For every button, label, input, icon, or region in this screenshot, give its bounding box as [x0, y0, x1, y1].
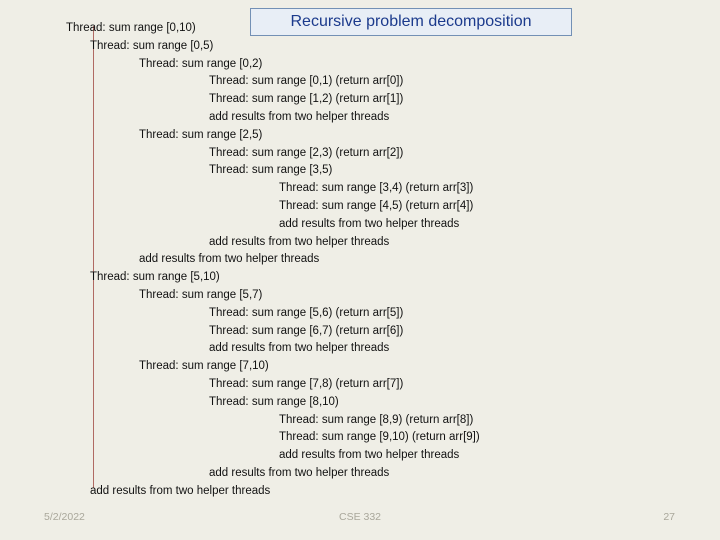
- list-item: Thread: sum range [7,10): [139, 360, 269, 373]
- footer-date: 5/2/2022: [44, 511, 85, 523]
- list-item: Thread: sum range [8,9) (return arr[8]): [279, 413, 474, 426]
- list-item: Thread: sum range [8,10): [209, 395, 339, 408]
- list-item: add results from two helper threads: [279, 449, 460, 462]
- footer-page-number: 27: [663, 511, 675, 523]
- list-item: Thread: sum range [6,7) (return arr[6]): [209, 324, 404, 337]
- footer-course: CSE 332: [338, 511, 382, 523]
- list-item: add results from two helper threads: [139, 253, 320, 266]
- page-title: Recursive problem decomposition: [290, 13, 532, 30]
- list-item: Thread: sum range [0,10): [66, 22, 196, 34]
- list-item: Thread: sum range [0,2): [139, 57, 263, 70]
- list-item: Thread: sum range [5,7): [139, 288, 263, 301]
- list-item: Thread: sum range [9,10) (return arr[9]): [279, 431, 480, 444]
- list-item: Thread: sum range [4,5) (return arr[4]): [279, 199, 474, 212]
- list-item: add results from two helper threads: [209, 110, 390, 123]
- list-item: Thread: sum range [2,5): [139, 128, 263, 141]
- recursion-tree-list: [0, 20, 720, 501]
- list-item: Thread: sum range [5,10): [90, 271, 220, 284]
- list-item: Thread: sum range [1,2) (return arr[1]): [209, 93, 404, 106]
- list-item: Thread: sum range [5,6) (return arr[5]): [209, 306, 404, 319]
- list-item: add results from two helper threads: [279, 217, 460, 230]
- list-item: Thread: sum range [0,1) (return arr[0]): [209, 75, 404, 88]
- list-item: add results from two helper threads: [209, 466, 390, 479]
- list-item: Thread: sum range [3,5): [209, 164, 333, 177]
- list-item: add results from two helper threads: [209, 342, 390, 355]
- list-item: add results from two helper threads: [209, 235, 390, 248]
- list-item: Thread: sum range [2,3) (return arr[2]): [209, 146, 404, 159]
- list-item: Thread: sum range [3,4) (return arr[3]): [279, 182, 474, 195]
- list-item: add results from two helper threads: [90, 484, 271, 497]
- list-item: Thread: sum range [0,5): [90, 39, 214, 52]
- list-item: Thread: sum range [7,8) (return arr[7]): [209, 377, 404, 390]
